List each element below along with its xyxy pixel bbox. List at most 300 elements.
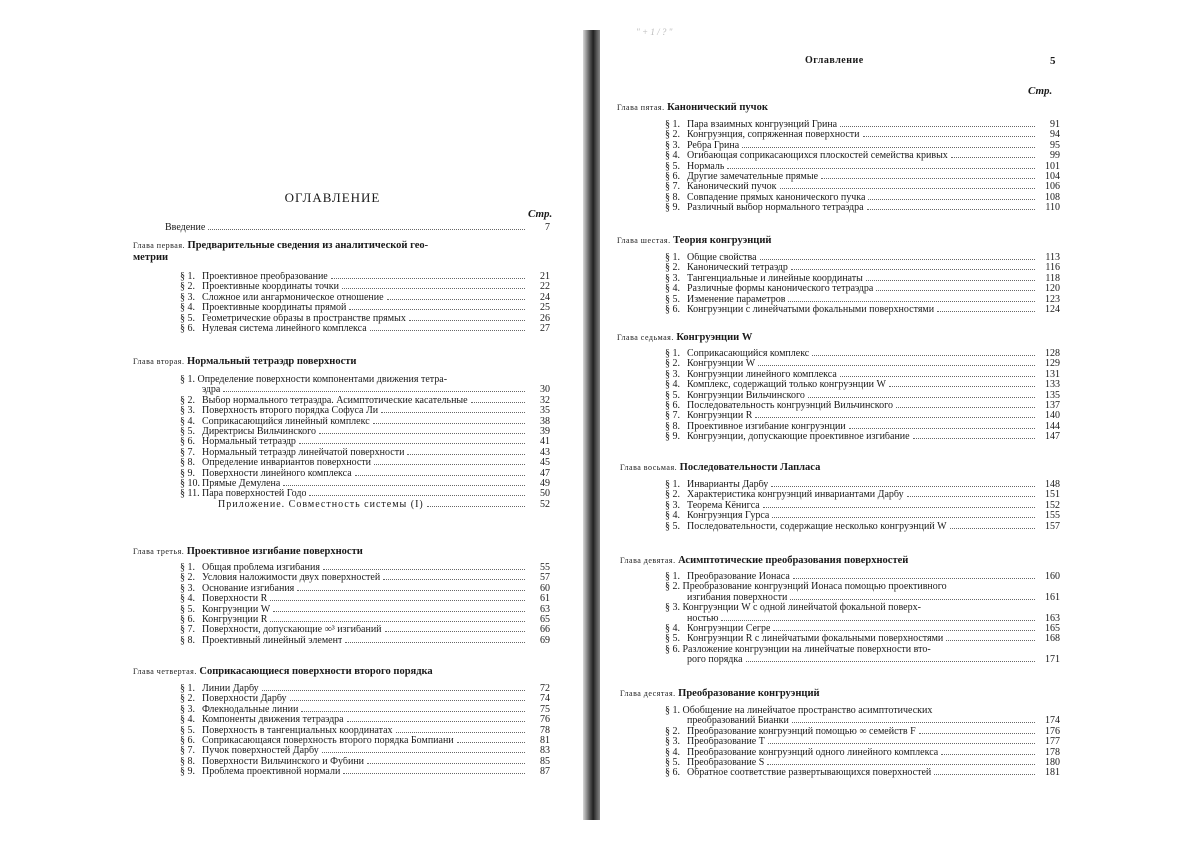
toc-entry [665, 141, 1060, 151]
toc-entry [665, 706, 1060, 727]
toc-entry [180, 563, 550, 573]
page-number: 106 [1045, 181, 1060, 193]
section-title: Огибающая соприкасающихся плоскостей семейства кривых [687, 151, 948, 162]
dot-leader [381, 412, 525, 413]
dot-leader [934, 774, 1035, 775]
toc-entry-line2 [665, 614, 1060, 624]
section-title: Конгруэнции Вильчинского [687, 390, 805, 401]
page-number: 128 [1045, 348, 1060, 359]
toc-entry [665, 511, 1060, 521]
page-number: 87 [540, 766, 550, 778]
toc-entry [665, 768, 1060, 778]
chapter-heading [620, 462, 1060, 474]
dot-leader [270, 621, 525, 622]
section-title: Различные формы канонического тетраэдра [687, 284, 874, 295]
toc-entry [665, 603, 1060, 624]
toc-entry [180, 427, 550, 437]
chapter-heading [620, 688, 1060, 700]
toc-entry [180, 615, 550, 625]
page-column-label: Стр. [528, 208, 553, 220]
toc-entry [180, 272, 550, 282]
section-title: Обратное соответствие развертывающихся поверхностей [687, 768, 932, 779]
section-title: Обобщение на линейчатое пространство асимптотических [682, 705, 933, 716]
section-title: Преобразование конгруэнций одного линейного комплекса [687, 747, 939, 758]
page-number: 72 [540, 683, 550, 694]
section-number: § 6. [180, 323, 195, 334]
section-title: Нормальный тетраэдр линейчатой поверхности [202, 447, 405, 458]
page-number: 160 [1045, 571, 1060, 582]
section-title: Преобразование S [687, 758, 765, 768]
section-number: § 3. [665, 602, 680, 614]
chapter-heading [133, 356, 550, 368]
dot-leader [342, 288, 525, 289]
toc-entry [665, 295, 1060, 305]
dot-leader [319, 433, 525, 434]
chapter-heading [133, 666, 550, 678]
page-number: 174 [1045, 715, 1060, 727]
chapter-label: Глава третья. [133, 547, 185, 556]
section-number: § 1. [665, 119, 680, 130]
dot-leader [385, 631, 525, 632]
chapter-heading [620, 555, 1060, 567]
section-title: Пара поверхностей Годо [202, 489, 307, 500]
toc-entry [180, 715, 550, 725]
page-number: 131 [1045, 368, 1060, 380]
toc-entry [665, 193, 1060, 203]
page-number: 85 [540, 755, 550, 767]
section-number: § 4. [180, 593, 195, 605]
toc-entry [180, 417, 550, 427]
chapter-name: Соприкасающиеся поверхности второго порядка [199, 666, 433, 677]
section-title-cont: эдра [202, 384, 221, 396]
section-number: § 8. [180, 634, 195, 646]
section-title: Различный выбор нормального тетраэдра [687, 203, 864, 214]
section-number: § 3. [180, 405, 195, 417]
dot-leader [370, 330, 525, 331]
section-title: Тангенциальные и линейные координаты [687, 273, 863, 284]
section-title: Поверхности R [202, 594, 268, 605]
toc-entry [665, 370, 1060, 380]
section-number: § 7. [665, 410, 680, 422]
page-number: 135 [1045, 389, 1060, 401]
chapter-name: Проективное изгибание поверхности [186, 546, 363, 557]
page-number: 47 [540, 467, 550, 479]
page-number: 157 [1045, 520, 1060, 532]
page-number: 24 [540, 291, 550, 303]
page-number: 152 [1045, 499, 1060, 511]
toc-entry [180, 500, 550, 510]
toc-entry [180, 479, 550, 489]
section-number: § 4. [665, 283, 680, 295]
toc-entry [665, 162, 1060, 172]
section-title: Сложное или ангармоническое отношение [202, 292, 384, 303]
page-number: 41 [540, 436, 550, 448]
section-number: § 5. [665, 160, 680, 172]
section-number: § 4. [665, 510, 680, 522]
toc-entry [665, 253, 1060, 263]
section-number: § 9. [180, 467, 195, 479]
toc-entry [665, 391, 1060, 401]
section-title: Конгруэнции R [687, 411, 753, 422]
section-number: § 4. [180, 415, 195, 427]
section-title: Поверхности линейного комплекса [202, 468, 352, 479]
toc-entry [665, 432, 1060, 442]
section-number: § 8. [665, 191, 680, 203]
toc-entry [180, 625, 550, 635]
page-title: ОГЛАВЛЕНИЕ [284, 190, 381, 205]
dot-leader [347, 721, 525, 722]
section-number: § 6. [180, 614, 195, 625]
toc-entry [665, 422, 1060, 432]
dot-leader [913, 438, 1035, 439]
toc-entry [180, 448, 550, 458]
section-title: Геометрические образы в пространстве прямых [202, 313, 406, 324]
toc-entry [665, 151, 1060, 161]
dot-leader [793, 578, 1035, 579]
section-title: Нормальный тетраэдр [202, 437, 296, 448]
section-number: § 4. [180, 714, 195, 726]
section-title: Совпадение прямых канонического пучка [687, 192, 866, 203]
toc-entry [665, 359, 1060, 369]
section-title: Поверхности, допускающие ∞³ изгибаний [202, 625, 382, 636]
dot-leader [790, 599, 1035, 600]
toc-entry [665, 203, 1060, 213]
page-number: 49 [540, 478, 550, 489]
dot-leader [941, 754, 1035, 755]
section-number: § 1. [665, 705, 680, 716]
dot-leader [457, 742, 525, 743]
section-number: § 5. [180, 724, 195, 736]
page-number: 65 [540, 614, 550, 625]
pencil-scribble: " + 1 / ? " [636, 27, 673, 37]
section-title: Линии Дарбу [202, 684, 259, 694]
page-number: 118 [1045, 272, 1060, 284]
page-number: 91 [1050, 119, 1060, 130]
section-number: § 7. [180, 745, 195, 757]
dot-leader [343, 773, 525, 774]
section-title: Характеристика конгруэнций инвариантами Дарбу [687, 490, 904, 501]
section-title: Соприкасающийся комплекс [687, 349, 810, 359]
toc-entry [665, 305, 1060, 315]
dot-leader [387, 299, 525, 300]
dot-leader [876, 290, 1035, 291]
chapter-name: Канонический пучок [667, 102, 768, 113]
page-number: 27 [540, 323, 550, 334]
page-number: 110 [1045, 202, 1060, 214]
dot-leader [849, 428, 1035, 429]
section-title: Проективное преобразование [202, 272, 328, 282]
section-title: Соприкасающийся линейный комплекс [202, 416, 370, 427]
chapter-name: Нормальный тетраэдр поверхности [187, 356, 357, 367]
chapter-label: Глава пятая. [617, 103, 665, 112]
toc-entry [665, 737, 1060, 747]
section-number: § 2. [180, 572, 195, 584]
dot-leader [349, 309, 525, 310]
page-number: 116 [1045, 262, 1060, 274]
chapter-label: Глава шестая. [617, 236, 671, 245]
section-number: § 3. [180, 582, 195, 594]
dot-leader [290, 700, 525, 701]
page-number: 57 [540, 572, 550, 584]
dot-leader [821, 178, 1035, 179]
section-title: Конгруэнции W [687, 359, 756, 370]
page-number: 178 [1045, 746, 1060, 758]
section-number: § 2. [665, 725, 680, 737]
dot-leader [946, 640, 1035, 641]
toc-entry [180, 437, 550, 447]
toc-entry [665, 748, 1060, 758]
chapter-name: Теория конгруэнций [673, 235, 772, 246]
dot-leader [863, 136, 1036, 137]
section-number: § 1. [665, 571, 680, 582]
section-number: § 2. [665, 262, 680, 274]
page-number: 45 [540, 457, 550, 469]
page-number: 171 [1045, 654, 1060, 666]
section-number: § 2. [180, 693, 195, 705]
section-number: § 5. [665, 389, 680, 401]
toc-entry [665, 501, 1060, 511]
section-title: Конгруэнции линейного комплекса [687, 369, 837, 380]
dot-leader [323, 569, 525, 570]
section-title: Общие свойства [687, 253, 757, 263]
page-number: 21 [540, 271, 550, 282]
toc-entry [665, 380, 1060, 390]
section-title-cont: изгибания поверхности [687, 591, 788, 603]
page-number: 22 [540, 281, 550, 293]
toc-entry [665, 284, 1060, 294]
page-number: 124 [1045, 304, 1060, 315]
toc-entry [180, 458, 550, 468]
section-number: § 1. [180, 271, 195, 282]
section-number: § 8. [180, 755, 195, 767]
dot-leader [208, 229, 525, 230]
dot-leader [355, 475, 525, 476]
dot-leader [283, 485, 525, 486]
section-number: § 5. [665, 757, 680, 768]
page-number: 32 [540, 394, 550, 406]
toc-entry [180, 736, 550, 746]
page-number: 113 [1045, 252, 1060, 263]
page-number: 108 [1045, 191, 1060, 203]
page-number: 81 [540, 735, 550, 746]
chapter-name-cont: метрии [133, 252, 169, 263]
dot-leader [299, 443, 525, 444]
section-number: § 5. [180, 603, 195, 615]
page-number: 140 [1045, 410, 1060, 422]
section-title: Общая проблема изгибания [202, 563, 320, 573]
section-number: § 3. [180, 703, 195, 715]
section-title: Теорема Кёнигса [687, 500, 760, 511]
section-number: § 2. [180, 281, 195, 293]
section-title: Флекнодальные линии [202, 704, 299, 715]
dot-leader [866, 280, 1035, 281]
section-number: § 4. [180, 302, 195, 314]
dot-leader [407, 454, 525, 455]
section-number: § 1. [665, 348, 680, 359]
dot-leader [742, 147, 1035, 148]
running-head: Оглавление [805, 55, 864, 66]
section-title: Преобразование Ионаса [687, 572, 790, 582]
dot-leader [950, 528, 1035, 529]
section-title: Конгруэнция Гурса [687, 511, 770, 522]
page-number: 63 [540, 603, 550, 615]
page-number: 101 [1045, 160, 1060, 172]
dot-leader [791, 269, 1035, 270]
page-number: 155 [1045, 510, 1060, 522]
page-number: 161 [1045, 591, 1060, 603]
page-number: 26 [540, 312, 550, 324]
section-number: § 8. [665, 420, 680, 432]
section-number: § 3. [180, 291, 195, 303]
section-title: Преобразование конгруэнций помощью ∞ семейств F [687, 726, 916, 737]
dot-leader [309, 495, 525, 496]
section-number: § 3. [665, 499, 680, 511]
dot-leader [297, 590, 525, 591]
section-title: Определение инвариантов поверхности [202, 458, 372, 469]
section-title: Проективные координаты точки [202, 282, 339, 293]
section-title: Изменение параметров [687, 294, 786, 305]
section-number: § 3. [665, 736, 680, 748]
section-title: Поверхности Дарбу [202, 694, 287, 705]
toc-entry [665, 120, 1060, 130]
page-number: 176 [1045, 725, 1060, 737]
dot-leader [808, 397, 1035, 398]
section-title: Пара взаимных конгруэнций Грина [687, 120, 838, 130]
section-title: Проблема проективной нормали [202, 767, 341, 778]
page-number: 83 [540, 745, 550, 757]
section-number: § 7. [180, 446, 195, 458]
dot-leader [788, 301, 1035, 302]
page-number: 25 [540, 302, 550, 314]
toc-entry [180, 396, 550, 406]
page-number: 69 [540, 634, 550, 646]
section-title: Канонический пучок [687, 182, 777, 193]
page-number: 148 [1045, 479, 1060, 490]
section-title: Компоненты движения тетраэдра [202, 715, 344, 726]
toc-entry [180, 746, 550, 756]
dot-leader [746, 661, 1035, 662]
dot-leader [396, 732, 525, 733]
dot-leader [760, 259, 1035, 260]
page-number: 61 [540, 593, 550, 605]
toc-entry [665, 263, 1060, 273]
page-number: 120 [1045, 283, 1060, 295]
section-number: § 2. [665, 358, 680, 370]
chapter-heading [617, 332, 1060, 344]
dot-leader [812, 355, 1035, 356]
toc-entry-line1 [180, 375, 550, 385]
section-number: § 6. [665, 643, 680, 655]
section-number: § 3. [665, 368, 680, 380]
section-title: Последовательность конгруэнций Вильчинского [687, 401, 893, 411]
page-number: 180 [1045, 757, 1060, 768]
section-number: § 6. [665, 171, 680, 182]
dot-leader [427, 506, 525, 507]
chapter-name: Предварительные сведения из аналитической гео- [187, 240, 429, 251]
section-title-cont: ностью [687, 612, 719, 624]
section-title: Последовательности, содержащие несколько конгруэнций W [687, 521, 947, 532]
left-page [0, 0, 585, 848]
page-number: 39 [540, 426, 550, 437]
dot-leader [773, 630, 1035, 631]
page-number: 165 [1045, 623, 1060, 634]
toc-entry [665, 411, 1060, 421]
page-number: 99 [1050, 150, 1060, 162]
chapter-heading [133, 546, 550, 558]
page-number: 43 [540, 446, 550, 458]
page-number: 104 [1045, 171, 1060, 182]
section-title: Директрисы Вильчинского [202, 427, 317, 437]
dot-leader [345, 642, 525, 643]
dot-leader [383, 579, 525, 580]
dot-leader [772, 517, 1035, 518]
dot-leader [409, 320, 525, 321]
section-number: § 5. [665, 633, 680, 645]
chapter-heading [617, 235, 1060, 247]
section-title: Проективный линейный элемент [202, 635, 343, 646]
section-number: § 1. [665, 479, 680, 490]
section-title: Основание изгибания [202, 583, 295, 594]
section-title: Конгруэнции R с линейчатыми фокальными поверхностями [687, 634, 944, 645]
dot-leader [840, 376, 1035, 377]
toc-entry [180, 684, 550, 694]
section-number: § 5. [180, 426, 195, 437]
section-title-cont: рого порядка [687, 654, 743, 666]
dot-leader [301, 711, 525, 712]
dot-leader [937, 311, 1035, 312]
page-number: 163 [1045, 612, 1060, 624]
page-number: 74 [540, 693, 550, 705]
section-number: § 6. [665, 304, 680, 315]
toc-entry [665, 480, 1060, 490]
toc-entry [180, 584, 550, 594]
page-number: 55 [540, 562, 550, 573]
dot-leader [768, 743, 1035, 744]
toc-entry-line2 [665, 716, 1060, 726]
page-number: 181 [1045, 767, 1060, 779]
page-number: 94 [1050, 129, 1060, 141]
dot-leader [867, 209, 1035, 210]
page-number: 151 [1045, 489, 1060, 501]
dot-leader [780, 188, 1036, 189]
section-number: § 4. [665, 623, 680, 634]
toc-entry [180, 489, 550, 499]
section-title: Конгруэнции, допускающие проективное изгибание [687, 432, 910, 443]
dot-leader [223, 391, 525, 392]
section-title: Соприкасающаяся поверхность второго порядка Бомпиани [202, 736, 454, 746]
toc-entry [180, 375, 550, 396]
page-number: 50 [540, 488, 550, 500]
section-number: § 5. [665, 520, 680, 532]
dot-leader [868, 199, 1035, 200]
page-number: 147 [1045, 431, 1060, 443]
page-number: 7 [545, 222, 550, 233]
section-number: § 1. [665, 252, 680, 263]
section-title: Поверхность второго порядка Софуса Ли [202, 406, 379, 417]
section-title-cont: преобразований Бианки [687, 715, 789, 727]
section-number: § 8. [180, 457, 195, 469]
section-number: § 4. [665, 150, 680, 162]
section-title: Проективные координаты прямой [202, 303, 347, 314]
toc-entry [665, 582, 1060, 603]
dot-leader [471, 402, 525, 403]
section-number: § 3. [665, 139, 680, 151]
section-number: § 9. [665, 202, 680, 214]
toc-entry [665, 349, 1060, 359]
intro-entry [165, 223, 550, 233]
section-number: § 6. [665, 400, 680, 411]
section-title: Преобразование конгруэнций Ионаса помощью проективного [682, 581, 947, 593]
